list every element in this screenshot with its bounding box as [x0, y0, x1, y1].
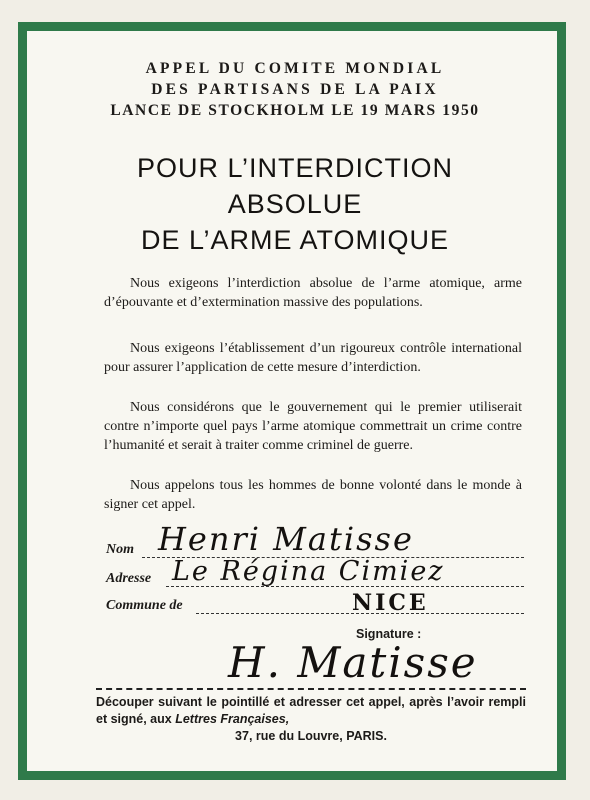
title-line-2: ABSOLUE — [227, 189, 363, 219]
header-line-2: DES PARTISANS DE LA PAIX — [151, 81, 439, 98]
header-line-1: APPEL DU COMITE MONDIAL — [145, 60, 445, 77]
adresse-handwritten-value: Le Régina Cimiez — [172, 556, 445, 587]
adresse-label: Adresse — [106, 571, 152, 586]
footer-instructions — [96, 694, 526, 745]
header-line-3: LANCE DE STOCKHOLM LE 19 MARS 1950 — [110, 102, 480, 119]
footer-address-line — [96, 728, 526, 745]
footer-city: PARIS. — [346, 729, 387, 743]
footer-publication: Lettres Françaises, — [175, 712, 290, 726]
signature-handwritten: H. Matisse — [228, 638, 478, 687]
nom-label: Nom — [106, 542, 134, 557]
title-line-1: POUR L’INTERDICTION — [136, 153, 454, 183]
cut-dashed-line — [96, 688, 526, 690]
paragraph-4: Nous appelons tous les hommes de bonne volonté dans le monde à signer cet appel. — [104, 478, 522, 512]
signature-label: Signature : — [356, 627, 422, 641]
title-line-3: DE L’ARME ATOMIQUE — [140, 225, 450, 255]
paragraph-3: Nous considérons que le gouvernement qui le premier utiliserait contre n’importe quel pays l’arme atomique commettrait un crime contre l’humanité et serait à traiter comme criminel de guerre. — [104, 400, 522, 453]
commune-label: Commune de — [106, 598, 183, 613]
paragraph-2: Nous exigeons l’établissement d’un rigoureux contrôle international pour assurer l’application de cette mesure d’interdiction. — [104, 341, 522, 375]
footer-text: Découper suivant le pointillé et adresser cet appel, après l’avoir rempli et signé, aux — [96, 695, 526, 726]
nom-handwritten-value: Henri Matisse — [158, 520, 414, 558]
footer-address: 37, rue du Louvre, — [235, 729, 343, 743]
commune-handwritten-value: NICE — [352, 590, 429, 616]
paragraph-1: Nous exigeons l’interdiction absolue de l’arme atomique, arme d’épouvante et d’extermination massive des populations. — [104, 276, 522, 310]
